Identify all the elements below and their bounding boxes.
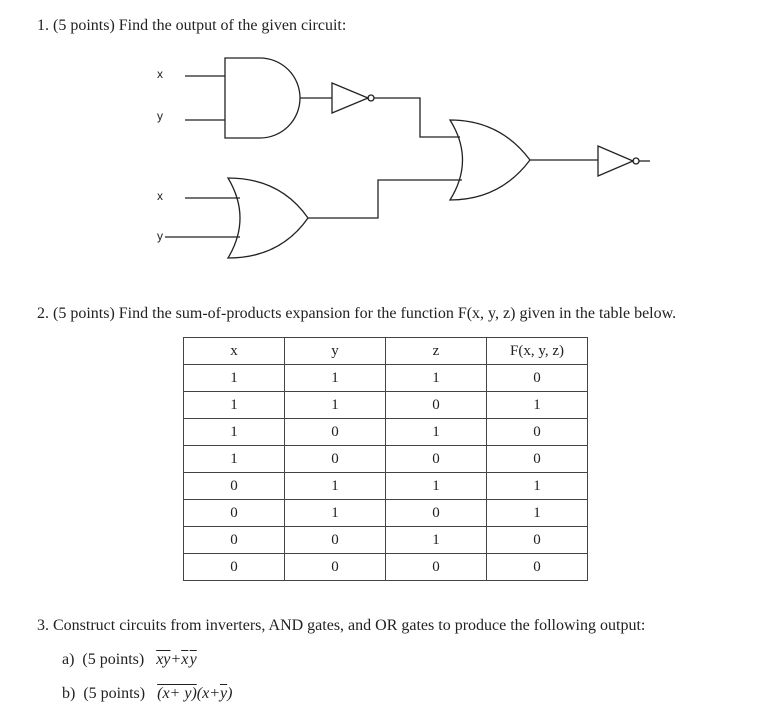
cell-z: 0 — [386, 392, 487, 419]
input-label-y2: y — [157, 229, 163, 243]
and-gate-1 — [225, 58, 300, 138]
cell-x: 0 — [184, 500, 285, 527]
cell-f: 0 — [487, 554, 588, 581]
part-b-open: (x+ — [196, 685, 220, 702]
cell-y: 0 — [285, 419, 386, 446]
header-x: x — [184, 338, 285, 365]
part-b-close: ) — [227, 685, 233, 702]
cell-x: 1 — [184, 392, 285, 419]
header-f: F(x, y, z) — [487, 338, 588, 365]
cell-y: 0 — [285, 527, 386, 554]
part-b-bar-y: $\overline{y}$ — [220, 685, 228, 702]
cell-y: 1 — [285, 473, 386, 500]
cell-z: 1 — [386, 527, 487, 554]
cell-f: 0 — [487, 419, 588, 446]
cell-x: 0 — [184, 554, 285, 581]
cell-f: 0 — [487, 365, 588, 392]
header-z: z — [386, 338, 487, 365]
cell-x: 1 — [184, 365, 285, 392]
part-b-expression — [157, 685, 232, 702]
cell-f: 0 — [487, 527, 588, 554]
cell-x: 1 — [184, 446, 285, 473]
cell-y: 1 — [285, 500, 386, 527]
question-3-text: 3. Construct circuits from inverters, AND gates, and OR gates to produce the following output: — [37, 617, 646, 634]
cell-f: 1 — [487, 473, 588, 500]
table-row — [184, 554, 588, 581]
cell-f: 0 — [487, 446, 588, 473]
part-a-term1: $\overline{xy}$ — [156, 651, 171, 668]
cell-y: 1 — [285, 365, 386, 392]
part-b-label: b) (5 points) — [62, 685, 146, 702]
truth-table-header-row — [184, 338, 588, 365]
or-gate-2 — [450, 120, 530, 200]
cell-y: 1 — [285, 392, 386, 419]
table-row — [184, 419, 588, 446]
question-3a — [62, 650, 197, 670]
cell-y: 0 — [285, 554, 386, 581]
header-y: y — [285, 338, 386, 365]
table-row — [184, 500, 588, 527]
cell-x: 0 — [184, 527, 285, 554]
or-gate-1 — [228, 178, 308, 258]
table-row — [184, 527, 588, 554]
cell-x: 0 — [184, 473, 285, 500]
part-a-op: + — [170, 651, 182, 668]
wire-inv1-out — [374, 98, 460, 137]
inverter-2 — [598, 146, 633, 176]
cell-x: 1 — [184, 419, 285, 446]
question-2-text: 2. (5 points) Find the sum-of-products expansion for the function F(x, y, z) given in the table below. — [37, 305, 677, 322]
question-3b — [62, 684, 232, 704]
question-1-text: 1. (5 points) Find the output of the given circuit: — [37, 17, 347, 34]
part-a-term2-y: $\overline{y}$ — [189, 651, 197, 668]
part-a-label: a) (5 points) — [62, 651, 145, 668]
table-row — [184, 473, 588, 500]
cell-z: 0 — [386, 446, 487, 473]
part-a-term2-x: $\overline{x}$ — [181, 651, 189, 668]
cell-z: 0 — [386, 500, 487, 527]
cell-z: 1 — [386, 419, 487, 446]
logic-circuit-diagram — [140, 50, 660, 260]
wire-or1-out — [308, 180, 462, 218]
part-a-expression — [156, 651, 197, 668]
table-row — [184, 365, 588, 392]
inverter-1 — [332, 83, 368, 113]
cell-z: 0 — [386, 554, 487, 581]
table-row — [184, 392, 588, 419]
input-label-y1: y — [157, 109, 163, 123]
table-row — [184, 446, 588, 473]
cell-z: 1 — [386, 365, 487, 392]
input-label-x2: x — [157, 189, 163, 203]
part-b-overlined-term: (x+ y) — [157, 685, 197, 702]
cell-f: 1 — [487, 500, 588, 527]
truth-table — [183, 337, 588, 581]
cell-f: 1 — [487, 392, 588, 419]
cell-y: 0 — [285, 446, 386, 473]
cell-z: 1 — [386, 473, 487, 500]
input-label-x1: x — [157, 67, 163, 81]
